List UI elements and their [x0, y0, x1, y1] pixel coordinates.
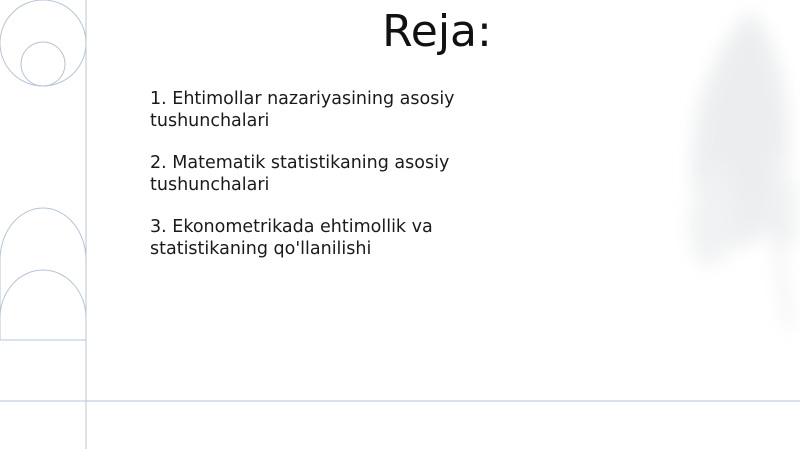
slide-title: Reja:	[382, 6, 492, 57]
agenda-list	[150, 88, 510, 280]
upper-arch-outline	[0, 208, 86, 340]
small-circle-outline	[21, 42, 65, 86]
large-circle-outline	[0, 0, 86, 86]
agenda-item: 1. Ehtimollar nazariyasining asosiy tushunchalari	[150, 89, 455, 131]
leaf-watermark	[690, 10, 799, 330]
agenda-item: 3. Ekonometrikada ehtimollik va statistikaning qo'llanilishi	[150, 217, 433, 259]
lower-arch-outline	[0, 270, 86, 318]
agenda-item: 2. Matematik statistikaning asosiy tushunchalari	[150, 153, 450, 195]
